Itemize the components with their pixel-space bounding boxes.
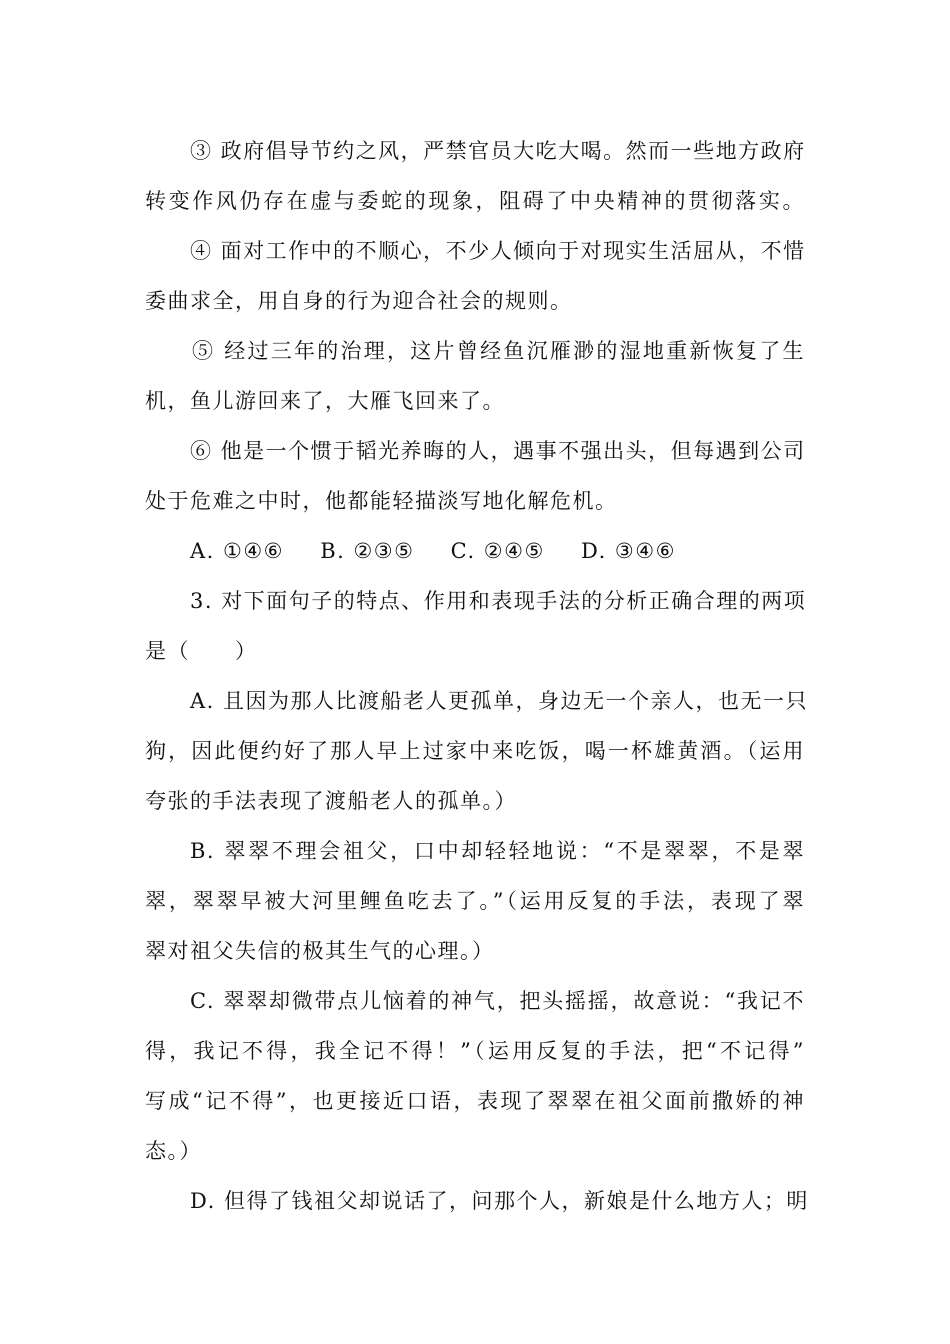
choice-c-line-3: 写成“记不得”，也更接近口语，表现了翠翠在祖父面前撒娇的神 (145, 1089, 805, 1113)
choice-a-line-3: 夸张的手法表现了渡船老人的孤单。） (145, 789, 517, 813)
choice-b-line-3: 翠对祖父失信的极其生气的心理。） (145, 939, 495, 963)
answer-options (190, 536, 850, 566)
item-4-line-2: 委曲求全，用自身的行为迎合社会的规则。 (145, 289, 573, 313)
choice-a-line-2: 狗，因此便约好了那人早上过家中来吃饭，喝一杯雄黄酒。（运用 (145, 739, 805, 763)
choice-b-line-1: B. 翠翠不理会祖父，口中却轻轻地说：“不是翠翠，不是翠 (190, 839, 805, 863)
option-d: D. ③④⑥ (580, 539, 676, 563)
question-3-line-2: 是（ ） (145, 639, 258, 663)
option-a: A. ①④⑥ (190, 539, 284, 563)
item-5-line-1: ⑤ 经过三年的治理，这片曾经鱼沉雁渺的湿地重新恢复了生 (192, 339, 805, 363)
choice-a-line-1: A. 且因为那人比渡船老人更孤单，身边无一个亲人，也无一只 (190, 689, 809, 713)
choice-c-line-4: 态。） (145, 1139, 202, 1163)
choice-d-line-1: D. 但得了钱祖父却说话了，问那个人，新娘是什么地方人；明 (190, 1189, 809, 1213)
choice-c-line-2: 得，我记不得，我全记不得！”（运用反复的手法，把“不记得” (145, 1039, 805, 1063)
item-3-line-1: ③ 政府倡导节约之风，严禁官员大吃大喝。然而一些地方政府 (190, 139, 806, 163)
option-c: C. ②④⑤ (450, 539, 545, 563)
item-6-line-1: ⑥ 他是一个惯于韬光养晦的人，遇事不强出头，但每遇到公司 (190, 439, 806, 463)
item-3-line-2: 转变作风仍存在虚与委蛇的现象，阻碍了中央精神的贯彻落实。 (145, 189, 805, 213)
choice-b-line-2: 翠，翠翠早被大河里鲤鱼吃去了。”（运用反复的手法，表现了翠 (145, 889, 805, 913)
item-6-line-2: 处于危难之中时，他都能轻描淡写地化解危机。 (145, 489, 618, 513)
item-4-line-1: ④ 面对工作中的不顺心，不少人倾向于对现实生活屈从，不惜 (190, 239, 806, 263)
item-5-line-2: 机，鱼儿游回来了，大雁飞回来了。 (145, 389, 505, 413)
choice-c-line-1: C. 翠翠却微带点儿恼着的神气，把头摇摇，故意说：“我记不 (190, 989, 805, 1013)
question-3-line-1: 3. 对下面句子的特点、作用和表现手法的分析正确合理的两项 (190, 589, 807, 613)
option-b: B. ②③⑤ (320, 539, 415, 563)
